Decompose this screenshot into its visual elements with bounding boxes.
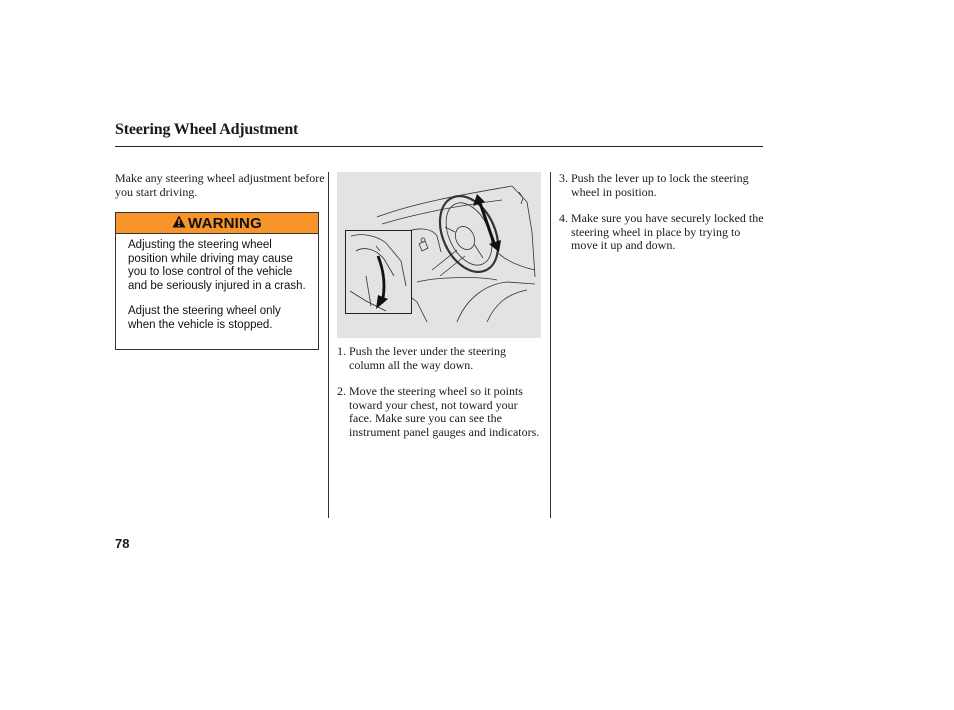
step-number: 1.: [337, 344, 346, 358]
steps-list-middle: [337, 345, 542, 452]
warning-paragraph: Adjust the steering wheel only when the vehicle is stopped.: [128, 305, 281, 331]
step-text: Push the lever under the steering column all the way down.: [349, 344, 506, 372]
page-number: 78: [115, 536, 130, 551]
intro-text: Make any steering wheel adjustment before you start driving.: [115, 171, 325, 199]
warning-triangle-icon: [172, 215, 186, 232]
step-text: Move the steering wheel so it points toward your chest, not toward your face. Make sure you can see the instrument panel gauges and indicators.: [349, 384, 540, 439]
lever-detail-illustration: [346, 231, 411, 313]
step-text: Push the lever up to lock the steering wheel in position.: [571, 171, 749, 199]
page-title: Steering Wheel Adjustment: [115, 121, 299, 138]
lever-inset: [345, 230, 412, 314]
list-item: [559, 172, 764, 199]
warning-body: [116, 234, 318, 332]
steps-list-right: [559, 172, 764, 266]
warning-box: [115, 212, 319, 350]
step-text: Make sure you have securely locked the steering wheel in place by trying to move it up and down.: [571, 211, 764, 252]
step-number: 2.: [337, 384, 346, 398]
warning-paragraph: Adjusting the steering wheel position while driving may cause you to lose control of the vehicle and be seriously injured in a crash.: [128, 239, 306, 292]
steering-wheel-figure: [337, 172, 541, 338]
step-number: 4.: [559, 211, 568, 225]
warning-label: WARNING: [188, 214, 262, 232]
column-divider-left: [328, 172, 329, 518]
list-item: [559, 212, 764, 253]
step-number: 3.: [559, 171, 568, 185]
list-item: [337, 345, 542, 372]
title-rule: [115, 146, 763, 147]
column-divider-right: [550, 172, 551, 518]
list-item: [337, 385, 542, 439]
warning-header: [116, 213, 318, 234]
